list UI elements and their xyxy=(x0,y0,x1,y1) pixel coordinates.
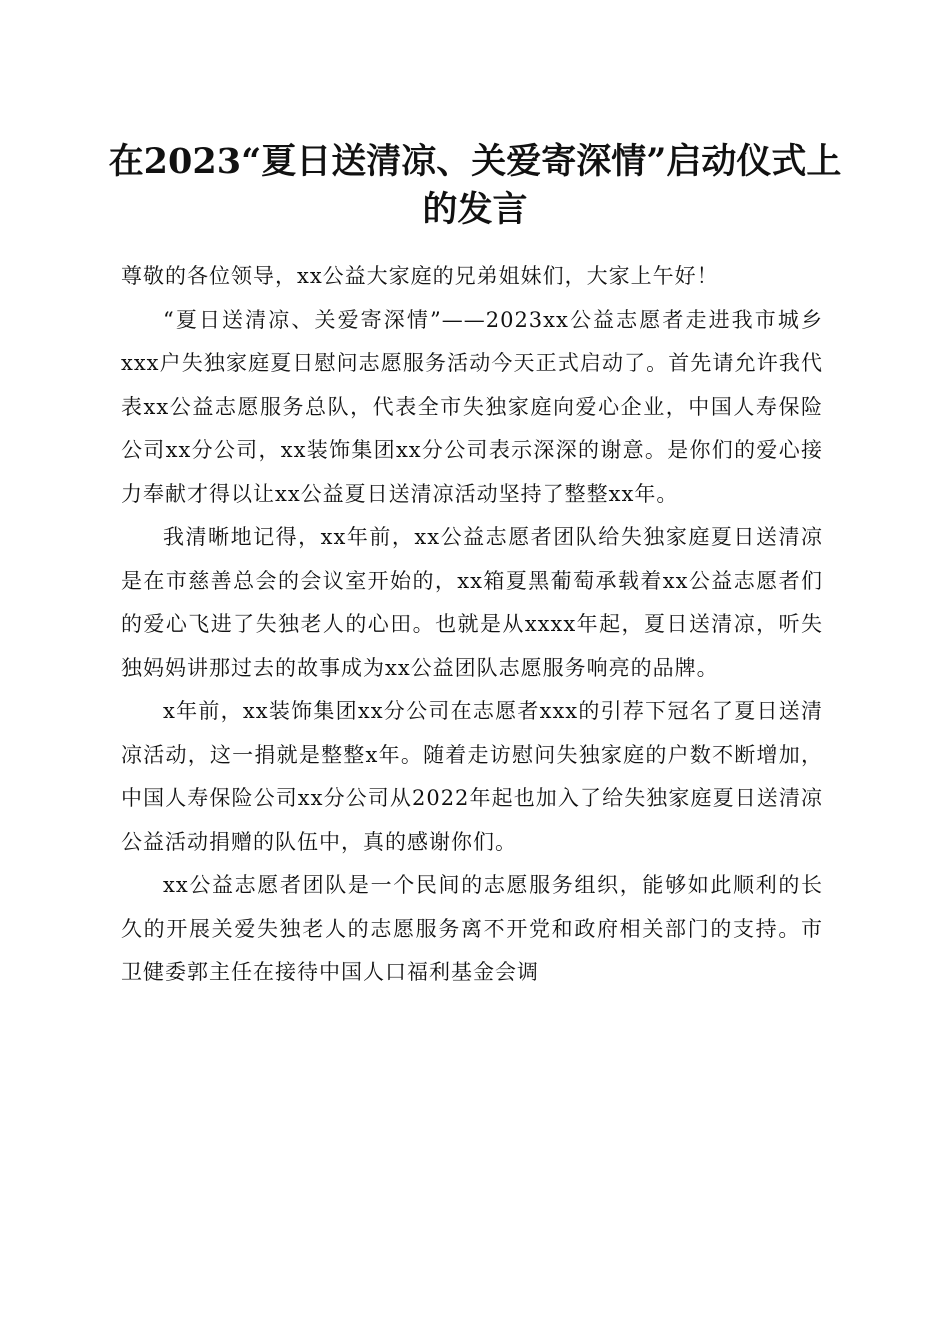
body-paragraph: 我清晰地记得，xx年前，xx公益志愿者团队给失独家庭夏日送清凉是在市慈善总会的会议室开始的，xx箱夏黑葡萄承载着xx公益志愿者们的爱心飞进了失独老人的心田。也就是从xxxx年起，夏日送清凉，听失独妈妈讲那过去的故事成为xx公益团队志愿服务响亮的品牌。 xyxy=(121,525,823,680)
body-paragraph: “夏日送清凉、关爱寄深情”——2023xx公益志愿者走进我市城乡xxx户失独家庭夏日慰问志愿服务活动今天正式启动了。首先请允许我代表xx公益志愿服务总队，代表全市失独家庭向爱心企业，中国人寿保险公司xx分公司，xx装饰集团xx分公司表示深深的谢意。是你们的爱心接力奉献才得以让xx公益夏日送清凉活动坚持了整整xx年。 xyxy=(121,307,823,506)
document-body xyxy=(121,255,823,995)
body-paragraph: x年前，xx装饰集团xx分公司在志愿者xxx的引荐下冠名了夏日送清凉活动，这一捐就是整整x年。随着走访慰问失独家庭的户数不断增加，中国人寿保险公司xx分公司从2022年起也加入了给失独家庭夏日送清凉公益活动捐赠的队伍中，真的感谢你们。 xyxy=(121,699,823,854)
document-title: 在2023“夏日送清凉、关爱寄深情”启动仪式上的发言 xyxy=(108,141,842,230)
greeting-paragraph: 尊敬的各位领导，xx公益大家庭的兄弟姐妹们，大家上午好！ xyxy=(121,264,719,288)
body-paragraph: xx公益志愿者团队是一个民间的志愿服务组织，能够如此顺利的长久的开展关爱失独老人的志愿服务离不开党和政府相关部门的支持。市卫健委郭主任在接待中国人口福利基金会调 xyxy=(121,873,823,984)
